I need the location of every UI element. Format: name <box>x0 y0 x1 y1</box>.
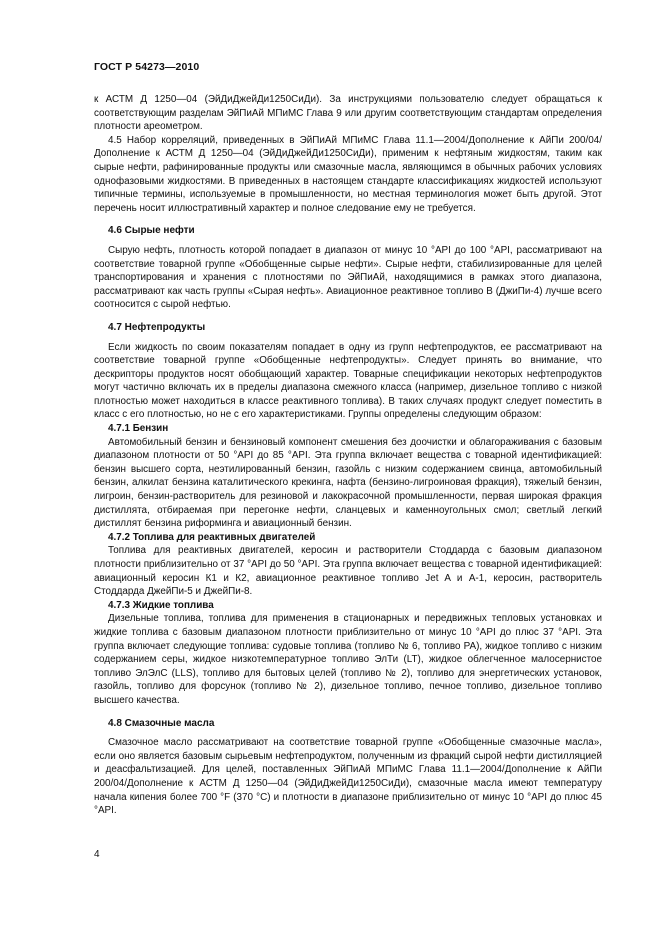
paragraph-4-5: 4.5 Набор корреляций, приведенных в ЭйПиАй МПиМС Глава 11.1—2004/Дополнение к АйПи 200/04/Дополнение к АСТМ Д 1250—04 (ЭйДиДжейДи1250СиДи), применим к нефтяным жидкостям, таким как сырые нефти, рафинированные продукты или смазочные масла, являющимся в обычных рабочих условиях однофазовыми жидкостями. В приведенных в настоящем стандарте классификациях жидкостей используют типичные термины, используемые в промышленности, но местная терминология может быть другой. Этот перечень носит иллюстративный характер и полное следование ему не требуется. <box>94 134 602 214</box>
paragraph-4-6: Сырую нефть, плотность которой попадает в диапазон от минус 10 °API до 100 °API, рассматривают на соответствие товарной группе «Обобщенные сырые нефти». Сырые нефти, стабилизированные для целей транспортирования и хранения с плотностями по ЭйПиАй, находящимися в рамках этого диапазона, рассматривают как часть группы «Сырая нефть». Авиационное реактивное топливо В (ДжиПи-4) лучше всего соотносится с сырой нефтью. <box>94 244 602 311</box>
heading-4-8: 4.8 Смазочные масла <box>108 717 215 729</box>
page-number: 4 <box>94 849 100 860</box>
heading-4-7-2: 4.7.2 Топлива для реактивных двигателей <box>108 531 316 543</box>
paragraph-continuation: к АСТМ Д 1250—04 (ЭйДиДжейДи1250СиДи). За инструкциями пользователю следует обращаться к соответствующим разделам ЭйПиАй МПиМС Глава 9 или другим соответствующим стандартам определения плотности ареометром. <box>94 94 602 133</box>
paragraph-4-7: Если жидкость по своим показателям попадает в одну из групп нефтепродуктов, ее рассматривают на соответствие товарной группе «Обобщенные нефтепродукты». Следует принять во внимание, что дескрипторы продуктов носят обобщающий характер. Товарные спецификации некоторых нефтепродуктов могут частично включать их в пределы диапазона смежного класса (например, дизельное топливо с низкой плотностью может находиться в классе реактивного топлива). В таких случаях продукт следует поместить в класс с его плотностью, но не с его характеристиками. Группы определены следующим образом: <box>94 341 602 421</box>
paragraph-4-8: Смазочное масло рассматривают на соответствие товарной группе «Обобщенные смазочные масла», если оно является базовым сырьевым нефтепродуктом, полученным из фракций сырой нефти дистилляцией и деасфальтизацией. Для целей, поставленных ЭйПиАй МПиМС Глава 11.1—2004/Дополнение к АйПи 200/04/Дополнение к АСТМ Д 1250—04 (ЭйДиДжейДи1250СиДи), смазочные масла имеют температуру начала кипения более 700 °F (370 °C) и плотности в диапазоне приблизительно от минус 10 °API до плюс 45 °API. <box>94 737 602 817</box>
paragraph-4-7-3: Дизельные топлива, топлива для применения в стационарных и передвижных тепловых установках и жидкие топлива с базовым диапазоном плотности приблизительно от минус 10 °API до плюс 37 °API. Эта группа включает следующие топлива: судовые топлива (топливо № 6, топливо РА), жидкое топливо с низким содержанием серы, жидкое низкотемпературное топливо ЭлТи (LT), жидкое облегченное малосернистое топливо ЭлЭлС (LLS), топливо для бытовых целей (топливо № 2), топливо для энергетических установок, газойль, топливо для форсунок (топливо № 2), дизельное топливо, печное топливо, дизельное топливо высшего качества. <box>94 613 602 706</box>
paragraph-4-7-1: Автомобильный бензин и бензиновый компонент смешения без доочистки и облагораживания с базовым диапазоном плотности от 50 °API до 85 °API. Эта группа включает вещества с товарной идентификацией: бензин высшего сорта, неэтилированный бензин, газойль с низким содержанием свинца, автомобильный бензин, алкилат бензина каталитического крекинга, нафта (бензино-лигроиновая фракция), тяжелый бензин, лигроин, бензин-растворитель для резиновой и лакокрасочной промышленности, первая широкая фракция дистиллята, отбираемая при перегонке нефти, сланцевых и каменноугольных смол; светлый легкий дистиллят бензина риформинга и авиационный бензин. <box>94 436 602 530</box>
heading-4-7-1: 4.7.1 Бензин <box>108 423 169 435</box>
paragraph-4-7-2: Топлива для реактивных двигателей, керосин и растворители Стоддарда с базовым диапазоном плотности приблизительно от 37 °API до 50 °API. Эта группа включает вещества с товарной идентификацией: авиационный керосин К1 и К2, авиационное реактивное топливо Jet A и A-1, керосин, растворитель Стоддарда ДжейПи-5 и ДжейПи-8. <box>94 545 602 598</box>
heading-4-7-3: 4.7.3 Жидкие топлива <box>108 599 214 611</box>
heading-4-6: 4.6 Сырые нефти <box>108 225 195 237</box>
document-header: ГОСТ Р 54273—2010 <box>94 61 200 73</box>
heading-4-7: 4.7 Нефтепродукты <box>108 321 206 333</box>
document-body <box>94 93 602 818</box>
